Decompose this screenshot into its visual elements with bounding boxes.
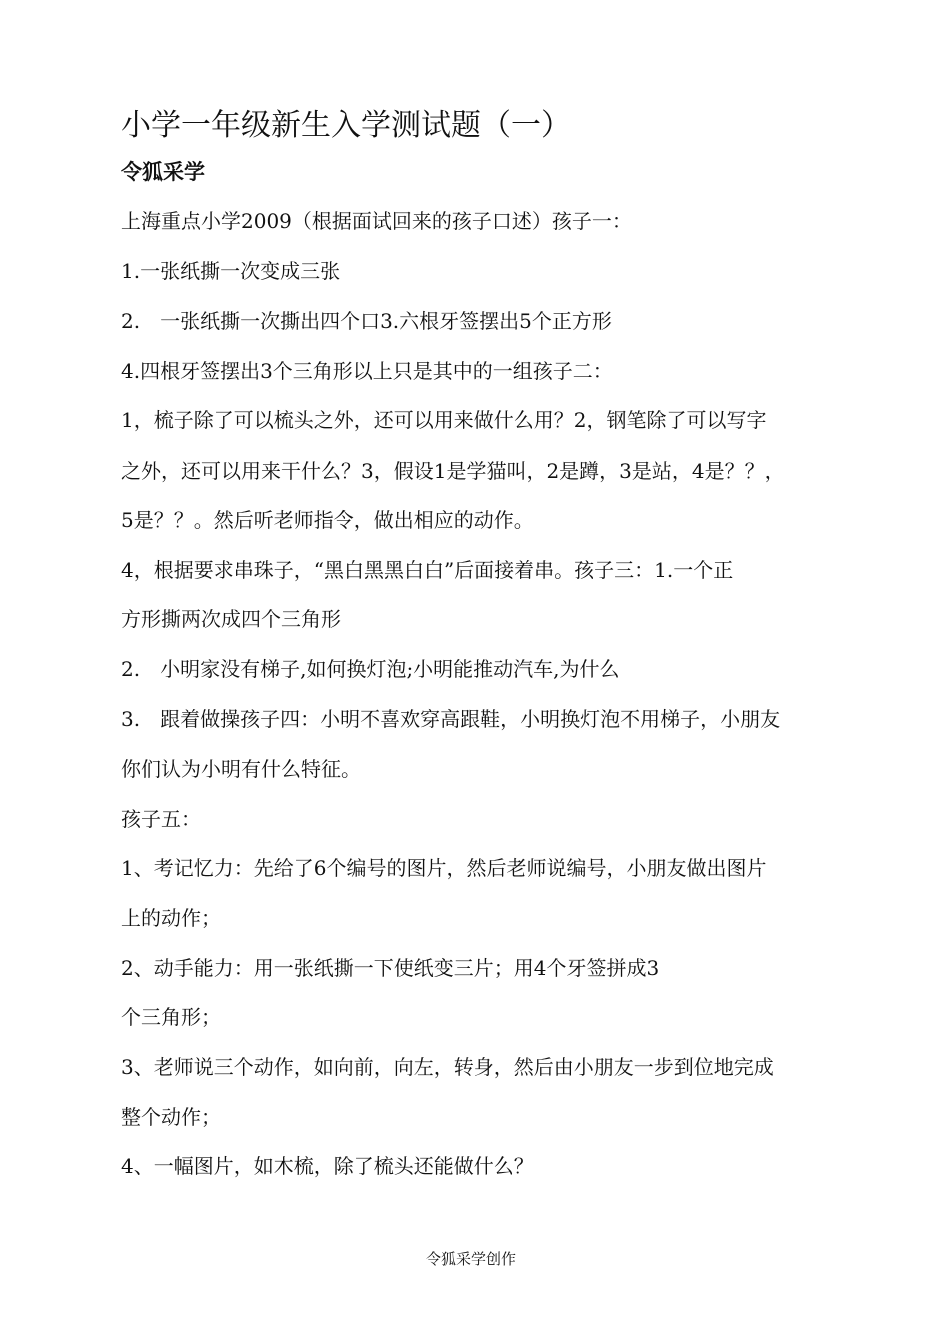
body-line: 孩子五： (121, 807, 201, 831)
document-author: 令狐采学 (121, 160, 205, 184)
body-line: 4，根据要求串珠子，“黑白黑黑白白”后面接着串。孩子三：1.一个正 (121, 558, 734, 582)
body-line: 5是？？。然后听老师指令，做出相应的动作。 (121, 508, 534, 532)
page-footer: 令狐采学创作 (426, 1250, 517, 1268)
document-title: 小学一年级新生入学测试题（一） (121, 108, 571, 143)
body-line: 1，梳子除了可以梳头之外，还可以用来做什么用？2，钢笔除了可以写字 (121, 408, 767, 432)
body-line: 2、动手能力：用一张纸撕一下使纸变三片；用4个牙签拼成3 (121, 956, 660, 980)
body-line: 2. 小明家没有梯子,如何换灯泡;小明能推动汽车,为什么 (121, 657, 620, 681)
body-line: 上的动作； (121, 906, 221, 930)
body-line: 2. 一张纸撕一次撕出四个口3.六根牙签摆出5个正方形 (121, 309, 612, 333)
body-line: 你们认为小明有什么特征。 (121, 757, 361, 781)
body-line: 3、老师说三个动作，如向前，向左，转身，然后由小朋友一步到位地完成 (121, 1055, 774, 1079)
body-line: 方形撕两次成四个三角形 (121, 607, 341, 631)
body-line: 1.一张纸撕一次变成三张 (121, 259, 341, 283)
body-line: 上海重点小学2009（根据面试回来的孩子口述）孩子一： (121, 209, 632, 233)
body-line: 3. 跟着做操孩子四：小明不喜欢穿高跟鞋，小明换灯泡不用梯子，小朋友 (121, 707, 781, 731)
body-line: 之外，还可以用来干什么？3，假设1是学猫叫，2是蹲，3是站，4是？？， (121, 459, 785, 483)
body-line: 4.四根牙签摆出3个三角形以上只是其中的一组孩子二： (121, 359, 613, 383)
body-line: 个三角形； (121, 1005, 221, 1029)
body-line: 1、考记忆力：先给了6个编号的图片，然后老师说编号，小朋友做出图片 (121, 856, 767, 880)
body-line: 4、一幅图片，如木梳，除了梳头还能做什么？ (121, 1154, 534, 1178)
body-line: 整个动作； (121, 1105, 221, 1129)
